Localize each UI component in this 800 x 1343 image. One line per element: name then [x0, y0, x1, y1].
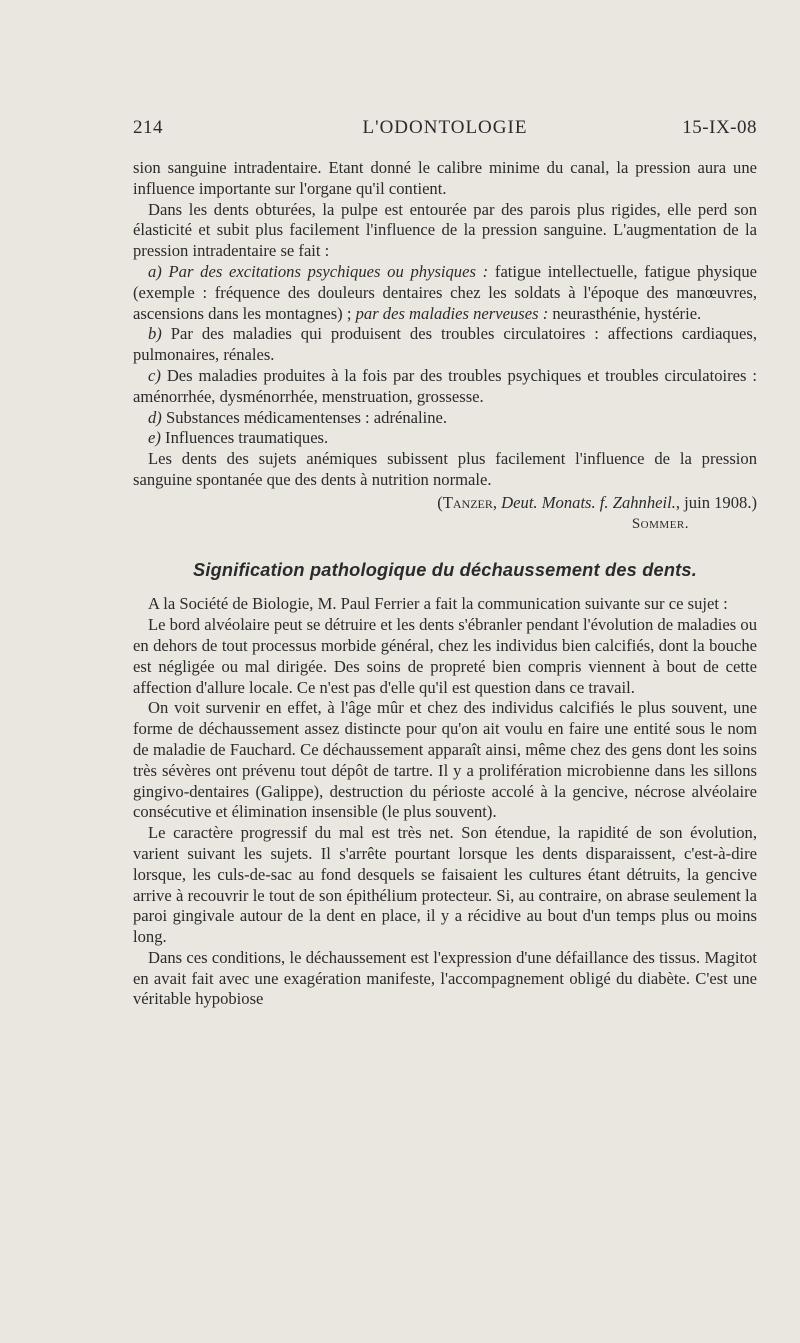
paragraph: On voit survenir en effet, à l'âge mûr et chez des individus calcifiés le plus souvent, une forme de déchaussement assez distincte pour qu'on ait voulu en faire une entité sous le nom de maladie de Fauchard. Ce déchaussement apparaît ainsi, même chez des gens dont les soins très sévères ont prévenu tout dépôt de tartre. Il y a prolifération microbienne dans les sillons gingivo-dentaires (Galippe), destruction du périoste accolé à la gencive, nécrose alvéolaire consécutive et élimination insensible (le plus souvent).	[133, 698, 757, 822]
reference-journal: Deut. Monats. f. Zahnheil.	[501, 492, 676, 512]
paragraph-list-c	[133, 366, 757, 408]
text: neurasthénie, hystérie.	[548, 303, 702, 323]
paragraph-list-a	[133, 262, 757, 324]
reference-date: , juin 1908.)	[675, 492, 757, 512]
list-label: b)	[148, 324, 162, 344]
signature: Sommer.	[631, 515, 689, 532]
paragraph-list-d	[133, 408, 757, 429]
reference-author: Tanzer	[442, 492, 493, 512]
text: Par des maladies qui produisent des troubles circulatoires : affections cardiaques, pulmonaires, rénales.	[133, 324, 757, 365]
paragraph: Dans les dents obturées, la pulpe est entourée par des parois plus rigides, elle perd son élasticité et subit plus facilement l'influence de la pression sanguine. L'augmentation de la pression intradentaire se fait :	[133, 199, 757, 261]
article-body	[133, 158, 757, 1010]
issue-date: 15-IX-08	[682, 117, 757, 138]
list-label: d)	[148, 407, 162, 427]
list-label: e)	[148, 428, 161, 448]
list-label: c)	[148, 365, 161, 385]
text: fatigue intellectuelle, fatigue physique (exemple : fréquence des douleurs dentaires chez les soldats à l'époque des manœuvres, ascensions dans les montagnes) ;	[133, 261, 757, 323]
paragraph: Les dents des sujets anémiques subissent plus facilement l'influence de la pression sanguine spontanée que des dents à nutrition normale.	[133, 449, 757, 489]
section-title: Signification pathologique du déchaussement des dents.	[193, 559, 697, 580]
journal-title: L'ODONTOLOGIE	[362, 117, 528, 138]
page-number: 214	[133, 117, 163, 138]
paragraph: A la Société de Biologie, M. Paul Ferrier a fait la communication suivante sur ce sujet :	[148, 594, 728, 614]
reference	[133, 493, 757, 514]
paragraph-list-e	[133, 428, 757, 449]
paragraph: sion sanguine intradentaire. Etant donné le calibre minime du canal, la pression aura une influence importante sur l'organe qu'il contient.	[133, 158, 757, 198]
text: (	[437, 492, 443, 512]
paragraph: Le bord alvéolaire peut se détruire et les dents s'ébranler pendant l'évolution de maladies ou en dehors de tout processus morbide général, chez les individus bien calcifiés, dont la bouche est négligée ou mal dirigée. Des soins de propreté bien compris viennent à bout de cette affection d'allure locale. Ce n'est pas d'elle qu'il est question dans ce travail.	[133, 615, 757, 697]
paragraph: Dans ces conditions, le déchaussement est l'expression d'une défaillance des tissus. Magitot en avait fait avec une exagération manifeste, l'accompagnement obligé du diabète. C'est une véritable hypobiose	[133, 947, 757, 1009]
text: Substances médicamentenses : adrénaline.	[161, 407, 448, 427]
text: Influences traumatiques.	[160, 428, 329, 448]
paragraph-list-b	[133, 324, 757, 366]
italic-text: par des maladies nerveuses :	[355, 303, 549, 323]
italic-text: a) Par des excitations psychiques ou physiques :	[148, 261, 489, 281]
text: Des maladies produites à la fois par des troubles psychiques et troubles circulatoires : aménorrhée, dysménorrhée, menstruation, grossesse.	[133, 365, 757, 406]
text: ,	[492, 492, 502, 512]
paragraph: Le caractère progressif du mal est très net. Son étendue, la rapidité de son évolution, varient suivant les sujets. Il s'arrête pourtant lorsque les dents disparaissent, c'est-à-dire lorsque, les culs-de-sac au fond desquels se faisaient les cultures étant détruits, la gencive arrive à recouvrir le tout de son épithélium protecteur. Si, au contraire, on abrase seulement la paroi gingivale autour de la dent en place, il y a récidive au bout d'un temps plus ou moins long.	[133, 823, 757, 947]
